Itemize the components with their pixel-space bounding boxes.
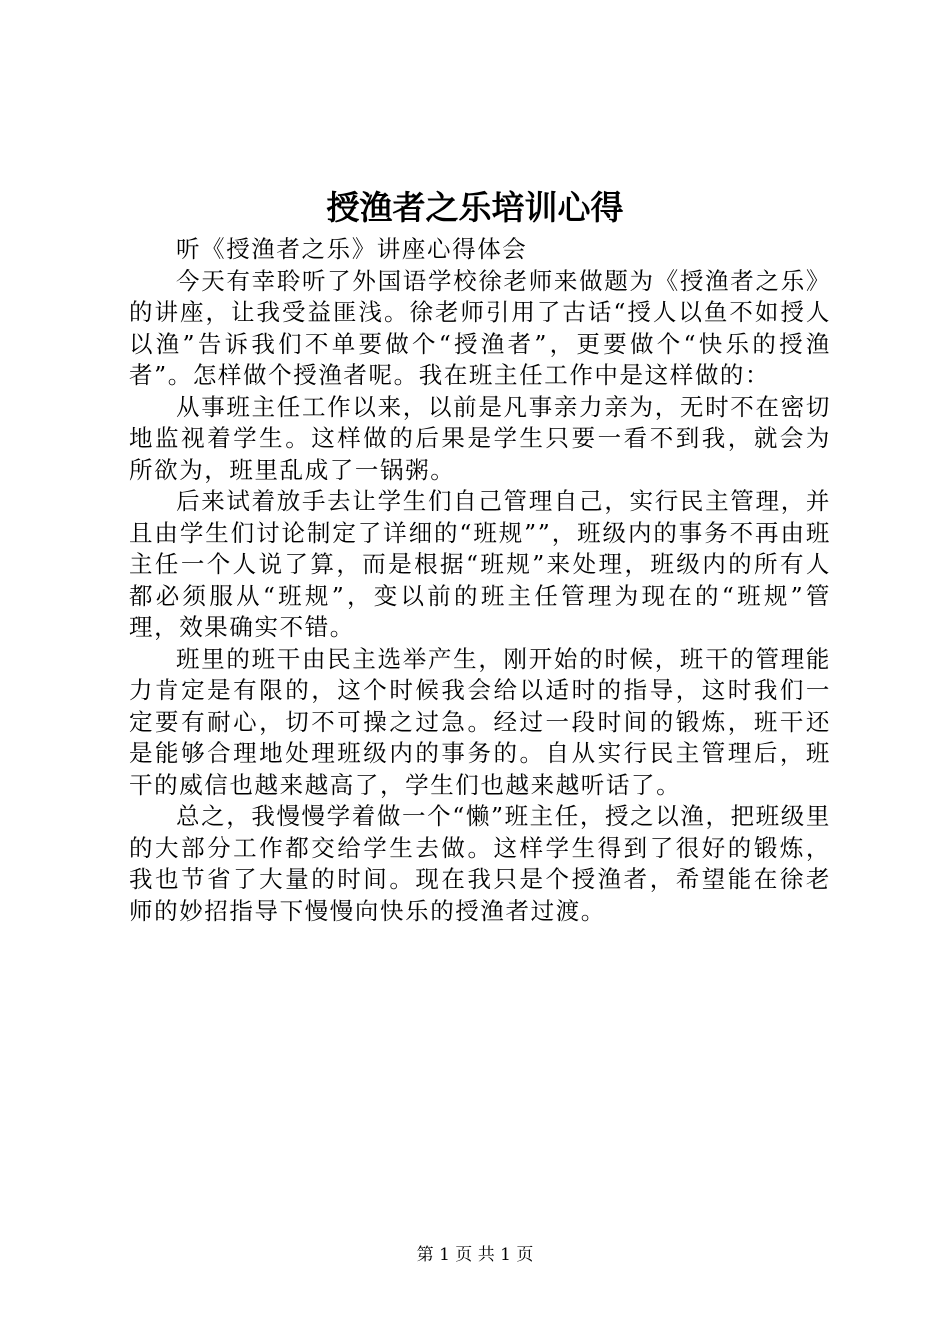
- paragraph-3: 后来试着放手去让学生们自己管理自己，实行民主管理，并且由学生们讨论制定了详细的“班规””，班级内的事务不再由班主任一个人说了算，而是根据“班规”来处理，班级内的所有人都必须服从“班规”，变以前的班主任管理为现在的“班规”管理，效果确实不错。: [129, 487, 831, 641]
- paragraph-5: 总之，我慢慢学着做一个“懒”班主任，授之以渔，把班级里的大部分工作都交给学生去做。这样学生得到了很好的锻炼，我也节省了大量的时间。现在我只是个授渔者，希望能在徐老师的妙招指导下慢慢向快乐的授渔者过渡。: [129, 802, 831, 925]
- paragraph-1: 今天有幸聆听了外国语学校徐老师来做题为《授渔者之乐》的讲座，让我受益匪浅。徐老师引用了古话“授人以鱼不如授人以渔”告诉我们不单要做个“授渔者”，更要做个“快乐的授渔者”。怎样做个授渔者呢。我在班主任工作中是这样做的：: [129, 266, 831, 389]
- document-body: [129, 234, 831, 927]
- paragraph-4: 班里的班干由民主选举产生，刚开始的时候，班干的管理能力肯定是有限的，这个时候我会给以适时的指导，这时我们一定要有耐心，切不可操之过急。经过一段时间的锻炼，班干还是能够合理地处理班级内的事务的。自从实行民主管理后，班干的威信也越来越高了，学生们也越来越听话了。: [129, 644, 831, 799]
- document-title: 授渔者之乐培训心得: [326, 188, 624, 227]
- paragraph-2: 从事班主任工作以来，以前是凡事亲力亲为，无时不在密切地监视着学生。这样做的后果是学生只要一看不到我，就会为所欲为，班里乱成了一锅粥。: [129, 392, 831, 484]
- page-footer: 第 1 页 共 1 页: [416, 1245, 534, 1265]
- document-subtitle: 听《授渔者之乐》讲座心得体会: [176, 235, 528, 263]
